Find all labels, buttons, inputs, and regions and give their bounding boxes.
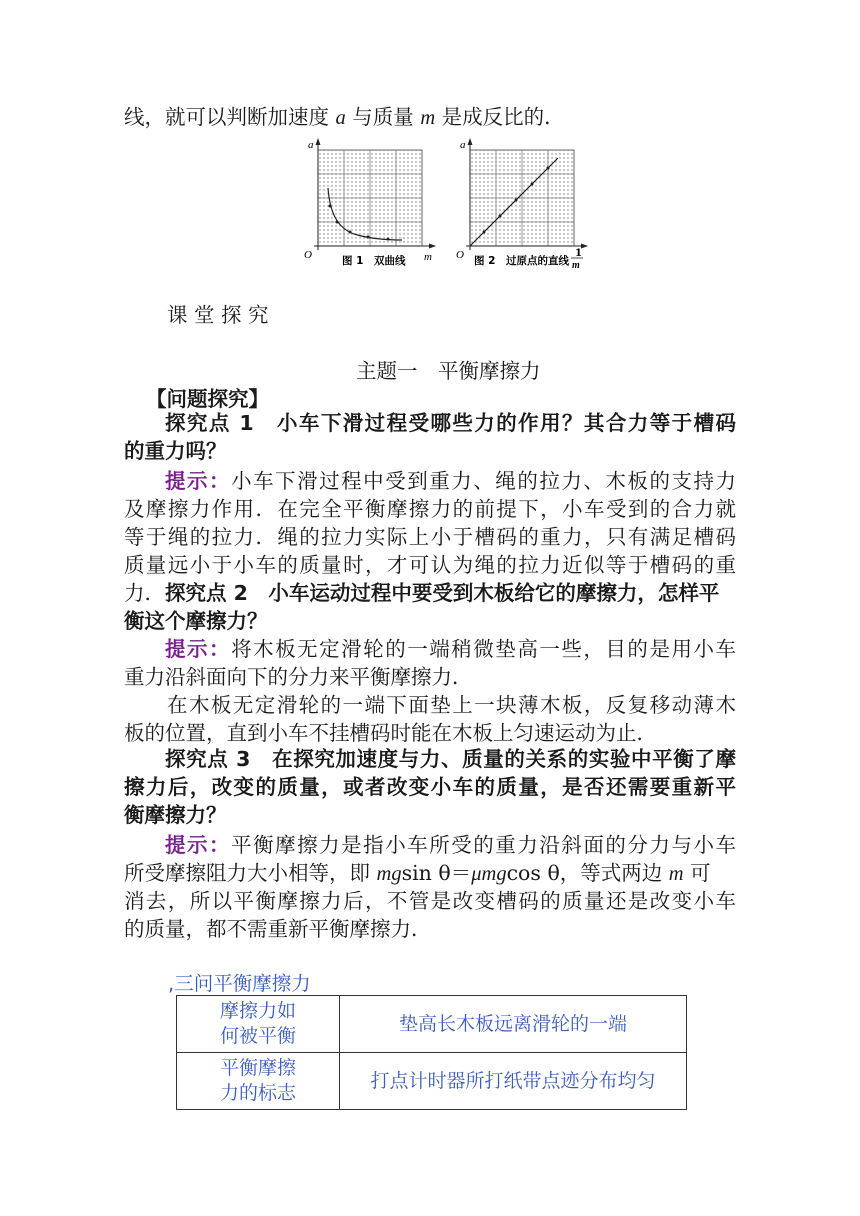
q1-line2: 的重力吗？ <box>124 439 227 463</box>
q3-line3: 衡摩擦力？ <box>124 803 227 827</box>
table-row <box>177 996 687 1053</box>
table-cell-question: 摩擦力如 何被平衡 <box>177 996 340 1053</box>
a1-line2: 及摩擦力作用．在完全平衡摩擦力的前提下，小车受到的合力就 <box>124 497 736 521</box>
hint-label: 提示： <box>165 469 232 493</box>
fig2-origin: O <box>456 249 464 261</box>
problem-header: 【问题探究】 <box>146 387 269 411</box>
fig2-caption: 图 2 过原点的直线 <box>474 255 569 267</box>
a2-line3: 在木板无定滑轮的一端下面垫上一块薄木板，反复移动薄木 <box>167 693 736 717</box>
a1-line5: 力．探究点 2 小车运动过程中要受到木板给它的摩擦力，怎样平 <box>124 581 720 605</box>
fig2-axis-x-denominator: m <box>572 260 580 271</box>
summary-caption: ,三问平衡摩擦力 <box>168 972 311 995</box>
var-a: a <box>335 107 346 129</box>
section-label: 课 堂 探 究 <box>167 303 269 327</box>
q3-line1: 探究点 3 在探究加速度与力、质量的关系的实验中平衡了摩 <box>165 747 736 771</box>
q3-line2: 擦力后，改变的质量，或者改变小车的质量，是否还需要重新平 <box>124 775 736 799</box>
q2-line2: 衡这个摩擦力？ <box>124 609 268 633</box>
var-m: m <box>420 107 436 129</box>
fig1-axis-x: m <box>424 251 432 263</box>
q2-line1: 探究点 2 小车运动过程中要受到木板给它的摩擦力，怎样平 <box>165 581 720 605</box>
table-cell-answer: 打点计时器所打纸带点迹分布均匀 <box>340 1053 687 1110</box>
a1-line3: 等于绳的拉力．绳的拉力实际上小于槽码的重力，只有满足槽码 <box>124 525 736 549</box>
fig2-axis-y: a <box>460 139 466 151</box>
fig1-origin: O <box>304 249 312 261</box>
fig1-caption: 图 1 双曲线 <box>342 255 406 267</box>
table-cell-answer: 垫高长木板远离滑轮的一端 <box>340 996 687 1053</box>
a3-line4: 的质量，都不需重新平衡摩擦力． <box>124 917 432 941</box>
table-cell-question: 平衡摩擦 力的标志 <box>177 1053 340 1110</box>
a2-line2: 重力沿斜面向下的分力来平衡摩擦力． <box>124 665 473 689</box>
topic-title: 主题一 平衡摩擦力 <box>356 359 541 383</box>
figure-1-hyperbola <box>302 136 442 272</box>
a3-line3: 消去，所以平衡摩擦力后，不管是改变槽码的质量还是改变小车 <box>124 889 736 913</box>
a2-line1: 提示：将木板无定滑轮的一端稍微垫高一些，目的是用小车 <box>165 637 737 661</box>
table-row <box>177 1053 687 1110</box>
a1-line4: 质量远小于小车的质量时，才可认为绳的拉力近似等于槽码的重 <box>124 553 736 577</box>
a3-line1: 提示：平衡摩擦力是指小车所受的重力沿斜面的分力与小车 <box>165 833 737 857</box>
hint-label: 提示： <box>165 637 232 661</box>
a1-line1: 提示：小车下滑过程中受到重力、绳的拉力、木板的支持力 <box>165 469 737 493</box>
intro-line: 线，就可以判断加速度 a 与质量 m 是成反比的． <box>124 105 565 129</box>
a2-line4: 板的位置，直到小车不挂槽码时能在木板上匀速运动为止． <box>124 721 657 745</box>
fig2-axis-x-numerator: 1 <box>575 248 582 259</box>
hint-label: 提示： <box>165 833 232 857</box>
fig1-axis-y: a <box>308 139 314 151</box>
a3-line2: 所受摩擦阻力大小相等，即 mgsin θ＝μmgcos θ，等式两边 m 可 <box>124 861 711 885</box>
q1-line1: 探究点 1 小车下滑过程受哪些力的作用？其合力等于槽码 <box>165 411 736 435</box>
figure-2-line <box>454 136 594 272</box>
summary-table <box>176 995 687 1110</box>
